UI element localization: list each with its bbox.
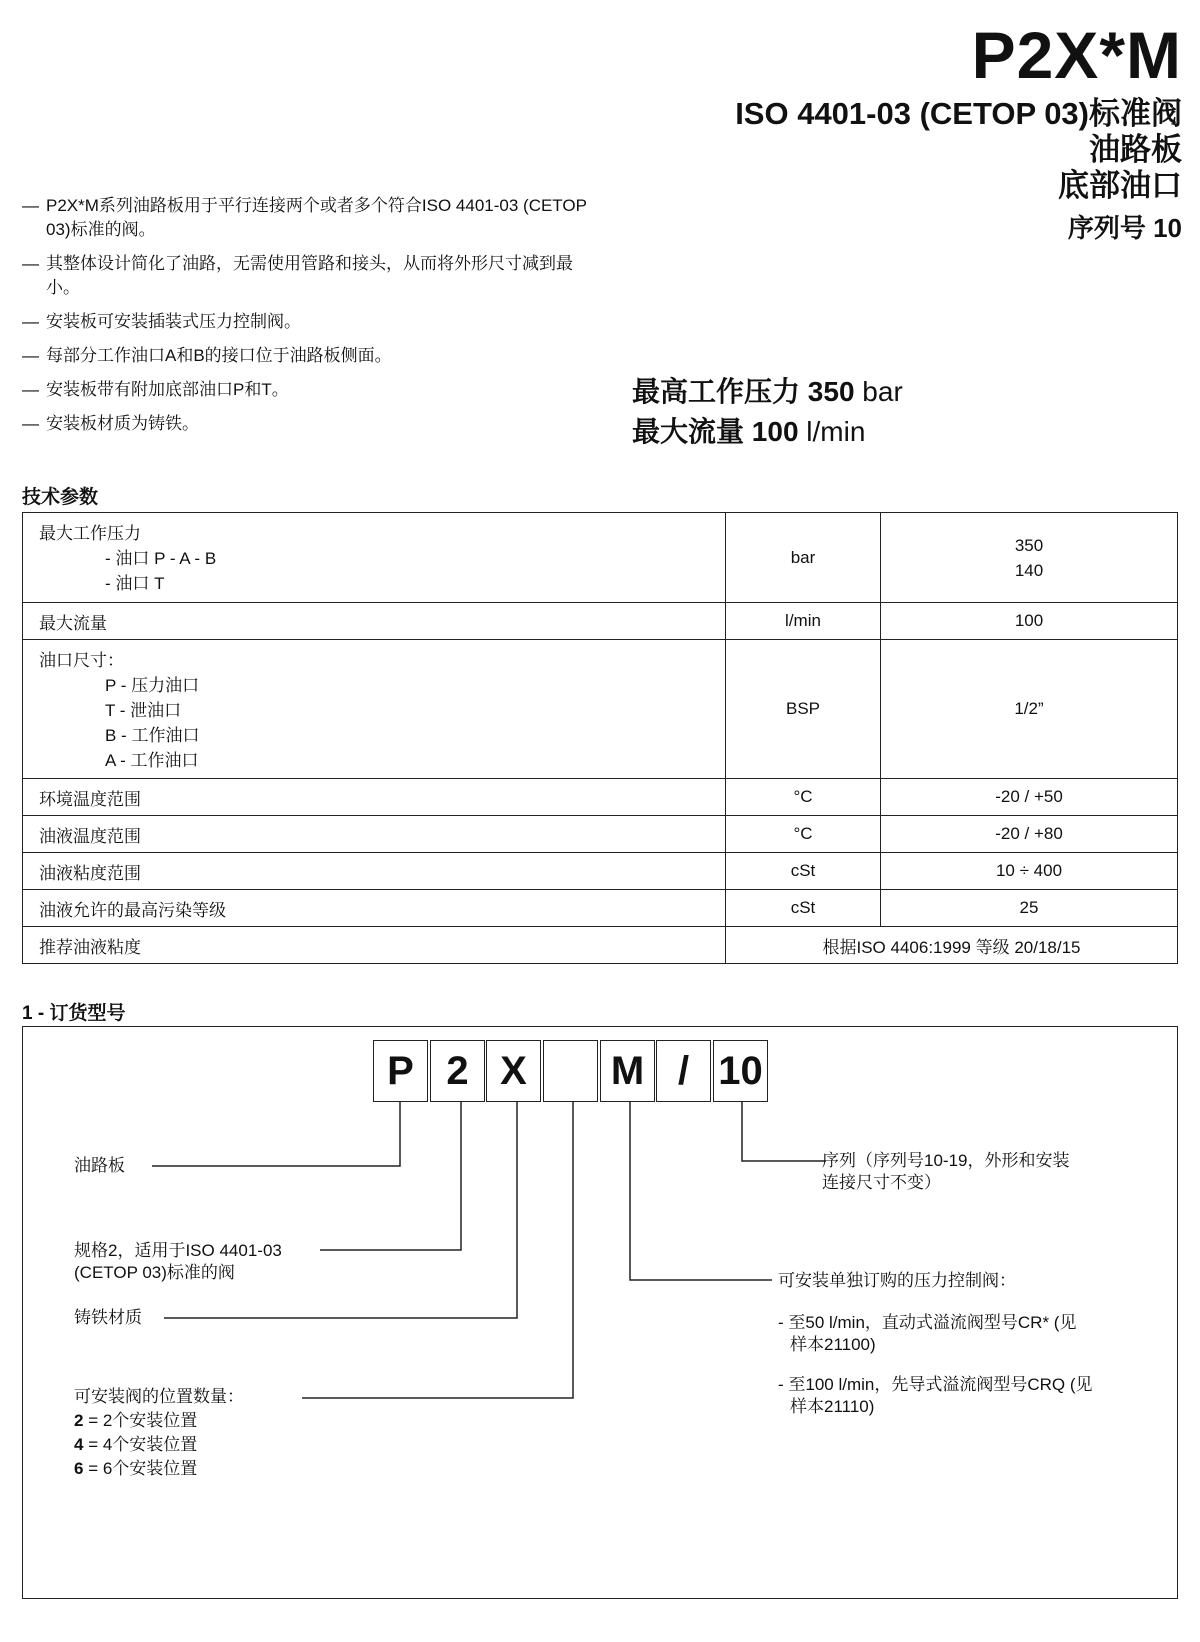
code-box-stations xyxy=(543,1040,598,1102)
intro-item: — 安装板材质为铸铁。 xyxy=(22,414,199,433)
code-box-slash: / xyxy=(656,1040,711,1102)
code-box-m: M xyxy=(600,1040,655,1102)
label-material: 铸铁材质 xyxy=(74,1308,142,1327)
intro-item: — 每部分工作油口A和B的接口位于油路板侧面。 xyxy=(22,346,392,365)
tech-section-title: 技术参数 xyxy=(22,487,99,508)
series-subtitle: 序列号 10 xyxy=(1067,213,1182,243)
table-row: 最大工作压力 - 油口 P - A - B - 油口 T bar 350 140 xyxy=(23,513,1178,603)
intro-item: — 安装板可安装插装式压力控制阀。 xyxy=(22,312,301,331)
label-subplate: 油路板 xyxy=(74,1156,125,1175)
code-box-series: 10 xyxy=(713,1040,768,1102)
label-stations: 可安装阀的位置数量： 2 = 2个安装位置 4 = 4个安装位置 6 = 6个安装位置 xyxy=(74,1387,244,1478)
standard-subtitle: ISO 4401-03 (CETOP 03)标准阀 xyxy=(735,96,1182,131)
code-box-x: X xyxy=(486,1040,541,1102)
intro-item: — 安装板带有附加底部油口P和T。 xyxy=(22,380,289,399)
table-row: 油液允许的最高污染等级 cSt 25 xyxy=(23,890,1178,927)
label-cr-valve: - 至50 l/min，直动式溢流阀型号CR* (见 样本21100) xyxy=(778,1313,1077,1354)
order-section-title: 1 - 订货型号 xyxy=(22,1003,126,1024)
table-row: 推荐油液粘度 根据ISO 4406:1999 等级 20/18/15 xyxy=(23,927,1178,964)
label-size: 规格2，适用于ISO 4401-03 (CETOP 03)标准的阀 xyxy=(74,1241,282,1282)
intro-item: — P2X*M系列油路板用于平行连接两个或者多个符合ISO 4401-03 (CETOP 03)标准的阀。 xyxy=(22,196,587,239)
label-pressure-control: 可安装单独订购的压力控制阀： xyxy=(778,1271,1016,1290)
code-box-size: 2 xyxy=(430,1040,485,1102)
table-row: 环境温度范围 °C -20 / +50 xyxy=(23,779,1178,816)
table-row: 油液粘度范围 cSt 10 ÷ 400 xyxy=(23,853,1178,890)
model-title: P2X*M xyxy=(971,18,1182,92)
port-type-subtitle: 底部油口 xyxy=(1058,168,1182,203)
table-row: 最大流量 l/min 100 xyxy=(23,603,1178,640)
intro-item: — 其整体设计简化了油路，无需使用管路和接头，从而将外形尺寸减到最小。 xyxy=(22,254,573,297)
table-row: 油口尺寸： P - 压力油口 T - 泄油口 B - 工作油口 A - 工作油口 BSP 1/2” xyxy=(23,640,1178,779)
max-flow-line: 最大流量 100 l/min xyxy=(632,416,866,447)
label-crq-valve: - 至100 l/min，先导式溢流阀型号CRQ (见 样本21110) xyxy=(778,1375,1093,1416)
table-row: 油液温度范围 °C -20 / +80 xyxy=(23,816,1178,853)
label-series: 序列（序列号10-19，外形和安装 连接尺寸不变） xyxy=(822,1151,1070,1192)
product-type-subtitle: 油路板 xyxy=(1089,132,1182,167)
code-box-p: P xyxy=(373,1040,428,1102)
max-pressure-line: 最高工作压力 350 bar xyxy=(632,376,903,407)
